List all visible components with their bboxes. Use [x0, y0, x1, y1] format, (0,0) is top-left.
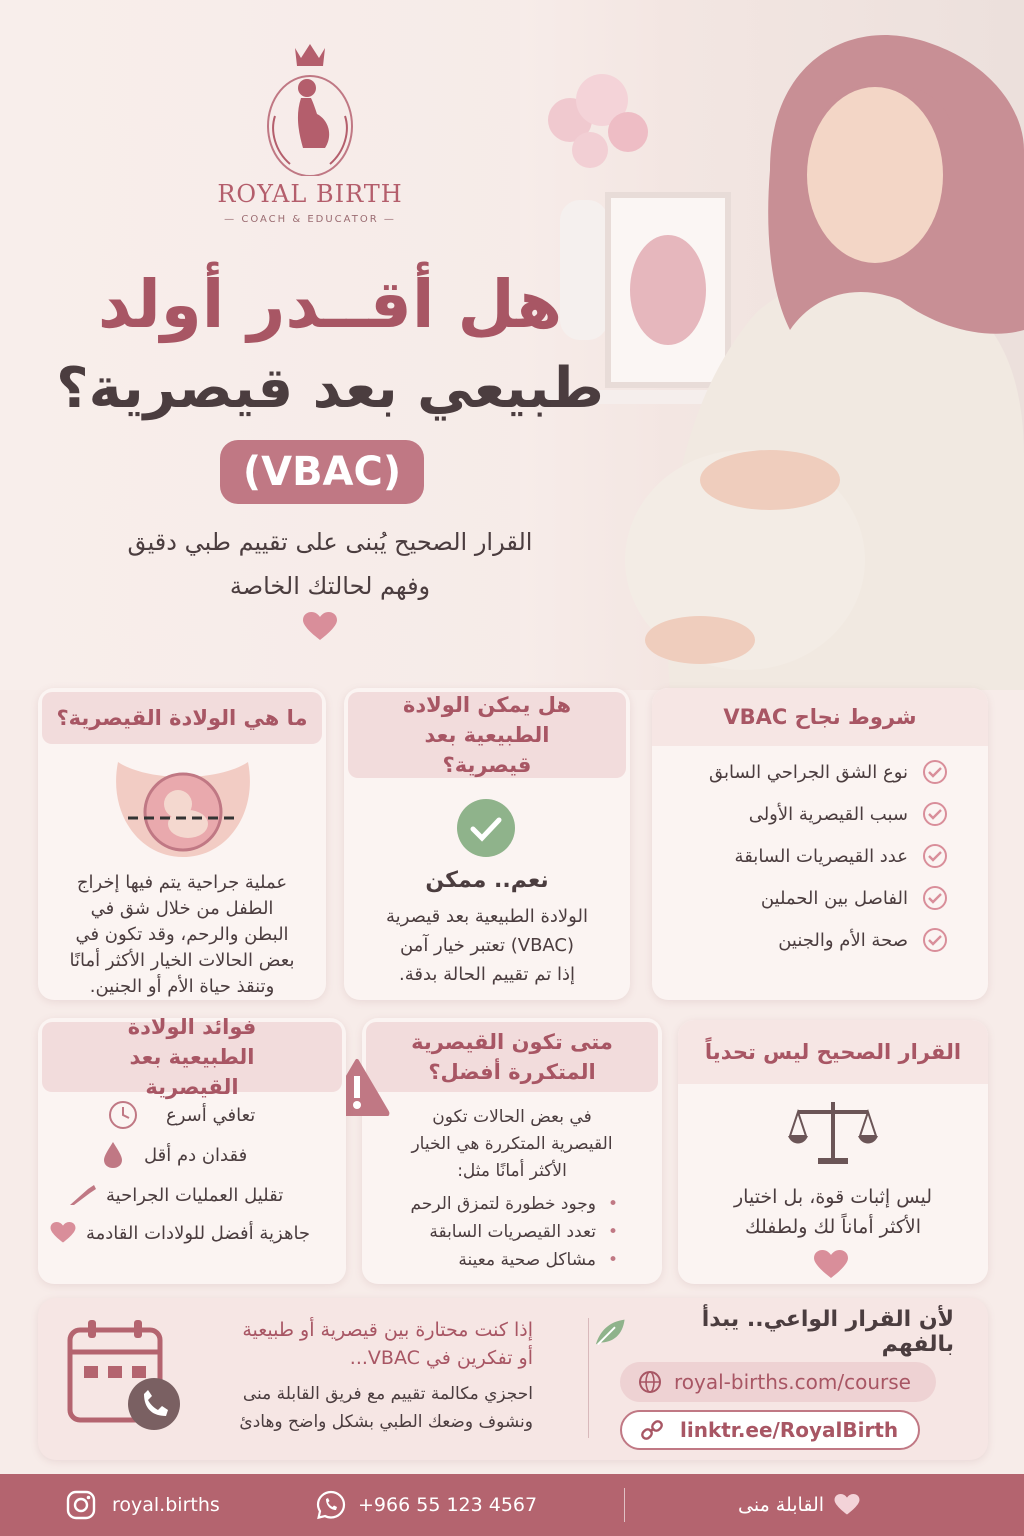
- scales-icon: [788, 1096, 878, 1166]
- card-repeat-csection: [362, 1018, 662, 1284]
- bullet-item: • وجود خطورة لتمزق الرحم: [411, 1194, 618, 1214]
- card-title: متى تكون القيصرية المتكررة أفضل؟: [366, 1022, 658, 1092]
- check-circle-icon: [456, 798, 516, 858]
- benefit-item: تقليل العمليات الجراحية: [68, 1180, 283, 1210]
- footer-divider: [624, 1488, 625, 1522]
- hero-subtitle: [60, 520, 600, 608]
- brand-logo: [200, 36, 420, 225]
- vbac-badge: (VBAC): [220, 440, 424, 504]
- hero-section: [0, 0, 1024, 690]
- bullet-item: • تعدد القيصريات السابقة: [429, 1222, 618, 1242]
- cta-question: إذا كنت محتارة بين قيصرية أو طبيعية أو تفكرين في VBAC...: [242, 1319, 533, 1369]
- uterus-csection-icon: [108, 752, 258, 862]
- checklist-item: صحة الأم والجنين: [778, 924, 948, 956]
- linktree-link[interactable]: linktr.ee/RoyalBirth: [620, 1410, 920, 1450]
- drop-icon: [102, 1140, 124, 1170]
- card-title: شروط نجاح VBAC: [652, 688, 988, 746]
- check-circle-icon: [922, 843, 948, 869]
- benefit-item: تعافي أسرع: [108, 1100, 255, 1130]
- footer-bar: [0, 1474, 1024, 1536]
- heart-icon: [834, 1494, 860, 1516]
- possible-text: الولادة الطبيعية بعد قيصرية (VBAC) تعتبر خيار آمن إذا تم تقييم الحالة بدقة.: [386, 906, 588, 985]
- card-what-is-csection: [38, 688, 326, 1000]
- card-title: ما هي الولادة القيصرية؟: [42, 692, 322, 744]
- cta-panel: [38, 1298, 988, 1460]
- check-circle-icon: [922, 759, 948, 785]
- check-circle-icon: [922, 927, 948, 953]
- link-icon: [640, 1418, 664, 1442]
- card-title: فوائد الولادة الطبيعية بعد القيصرية: [42, 1022, 342, 1092]
- brand-name: ROYAL BIRTH: [217, 180, 403, 208]
- whatsapp-icon: [316, 1490, 346, 1520]
- check-circle-icon: [922, 885, 948, 911]
- heart-icon: [814, 1250, 848, 1280]
- benefit-item: جاهزية أفضل للولادات القادمة: [50, 1218, 310, 1248]
- whatsapp-number[interactable]: +966 55 123 4567: [316, 1474, 537, 1536]
- hero-title-line2: طبيعي بعد قيصرية؟: [56, 356, 604, 421]
- cta-slogan: لأن القرار الواعي.. يبدأ بالفهم: [594, 1312, 954, 1352]
- scalpel-icon: [68, 1183, 98, 1207]
- heart-icon: [303, 612, 337, 642]
- checklist-item: الفاصل بين الحملين: [761, 882, 948, 914]
- card-title: القرار الصحيح ليس تحدياً: [678, 1020, 988, 1084]
- instagram-icon: [66, 1490, 96, 1520]
- benefit-item: فقدان دم أقل: [102, 1140, 247, 1170]
- hero-subtitle-line1: القرار الصحيح يُبنى على تقييم طبي دقيق: [127, 528, 533, 556]
- what-is-text: عملية جراحية يتم فيها إخراج الطفل من خلال شق في البطن والرحم، وقد تكون في بعض الحالات الخيار الأكثر أمانًا وتنقذ حياة الأم أو الجنين.: [69, 872, 295, 997]
- leaf-icon: [594, 1317, 626, 1347]
- checklist-item: نوع الشق الجراحي السابق: [709, 756, 948, 788]
- brand-tagline: — COACH & EDUCATOR —: [224, 214, 396, 225]
- midwife-name: القابلة منى: [738, 1474, 860, 1536]
- check-circle-icon: [922, 801, 948, 827]
- globe-icon: [638, 1370, 662, 1394]
- card-vbac-possible: [344, 688, 630, 1000]
- checklist-item: عدد القيصريات السابقة: [735, 840, 948, 872]
- cta-divider: [588, 1318, 589, 1438]
- heart-icon: [50, 1222, 76, 1244]
- hero-subtitle-line2: وفهم لحالتك الخاصة: [229, 572, 431, 600]
- card-benefits: [38, 1018, 346, 1284]
- bullet-item: • مشاكل صحية معينة: [458, 1250, 618, 1270]
- right-decision-text: ليس إثبات قوة، بل اختيار الأكثر أماناً لك ولطفلك: [734, 1186, 932, 1238]
- instagram-handle[interactable]: royal.births: [66, 1474, 220, 1536]
- card-title: هل يمكن الولادة الطبيعية بعد قيصرية؟: [348, 692, 626, 778]
- checklist-item: سبب القيصرية الأولى: [749, 798, 948, 830]
- course-link[interactable]: royal-births.com/course: [620, 1362, 936, 1402]
- repeat-intro: في بعض الحالات تكون القيصرية المتكررة هي الخيار الأكثر أمانًا مثل:: [411, 1107, 613, 1181]
- cta-booking-text: احجزي مكالمة تقييم مع فريق القابلة منى ونشوف وضعك الطبي بشكل واضح وهادئ: [239, 1384, 533, 1432]
- hero-title-line1: هل أقــدر أولد: [97, 266, 563, 343]
- card-vbac-conditions: [652, 688, 988, 1000]
- calendar-phone-icon: [66, 1316, 186, 1436]
- possible-answer: نعم.. ممكن: [425, 868, 549, 893]
- crown-mother-emblem-icon: [255, 36, 365, 176]
- card-right-decision: [678, 1020, 988, 1284]
- clock-icon: [108, 1100, 138, 1130]
